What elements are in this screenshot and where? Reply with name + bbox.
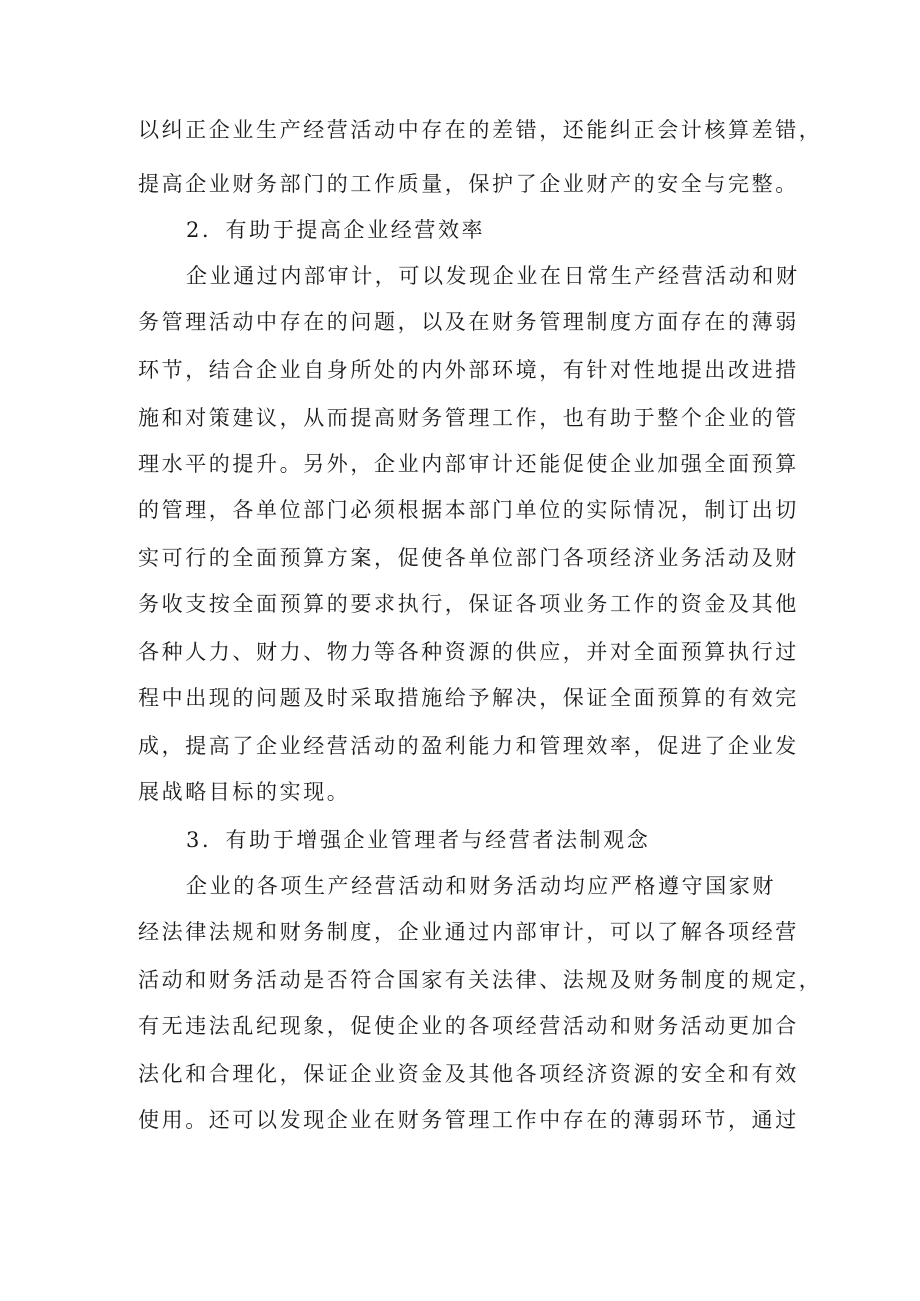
body-text-line: 提高企业财务部门的工作质量，保护了企业财产的安全与完整。 xyxy=(138,172,799,196)
body-text-line: 的管理，各单位部门必须根据本部门单位的实际情况，制订出切 xyxy=(138,498,799,522)
body-text-line: 经法律法规和财务制度，企业通过内部审计，可以了解各项经营 xyxy=(138,920,799,944)
body-text-line: 务管理活动中存在的问题，以及在财务管理制度方面存在的薄弱 xyxy=(138,310,799,334)
body-text-line: 以纠正企业生产经营活动中存在的差错，还能纠正会计核算差错， xyxy=(138,118,823,142)
body-text-line: 企业通过内部审计，可以发现企业在日常生产经营活动和财 xyxy=(186,264,800,288)
body-text-line: 程中出现的问题及时采取措施给予解决，保证全面预算的有效完 xyxy=(138,686,799,710)
body-text-line: 有无违法乱纪现象，促使企业的各项经营活动和财务活动更加合 xyxy=(138,1014,799,1038)
body-text-line: 实可行的全面预算方案，促使各单位部门各项经济业务活动及财 xyxy=(138,546,799,570)
body-text-line: 法化和合理化，保证企业资金及其他各项经济资源的安全和有效 xyxy=(138,1062,799,1086)
section-heading-2: 2．有助于提高企业经营效率 xyxy=(186,218,486,242)
body-text-line: 务收支按全面预算的要求执行，保证各项业务工作的资金及其他 xyxy=(138,592,799,616)
body-text-line: 展战略目标的实现。 xyxy=(138,780,351,804)
body-text-line: 施和对策建议，从而提高财务管理工作，也有助于整个企业的管 xyxy=(138,406,799,430)
body-text-line: 各种人力、财力、物力等各种资源的供应，并对全面预算执行过 xyxy=(138,640,799,664)
section-heading-3: 3．有助于增强企业管理者与经营者法制观念 xyxy=(186,828,651,852)
body-text-line: 活动和财务活动是否符合国家有关法律、法规及财务制度的规定， xyxy=(138,968,823,992)
body-text-line: 企业的各项生产经营活动和财务活动均应严格遵守国家财 xyxy=(186,874,776,898)
body-text-line: 使用。还可以发现企业在财务管理工作中存在的薄弱环节，通过 xyxy=(138,1108,799,1132)
body-text-line: 理水平的提升。另外，企业内部审计还能促使企业加强全面预算 xyxy=(138,452,799,476)
body-text-line: 成，提高了企业经营活动的盈利能力和管理效率，促进了企业发 xyxy=(138,734,799,758)
body-text-line: 环节，结合企业自身所处的内外部环境，有针对性地提出改进措 xyxy=(138,358,799,382)
